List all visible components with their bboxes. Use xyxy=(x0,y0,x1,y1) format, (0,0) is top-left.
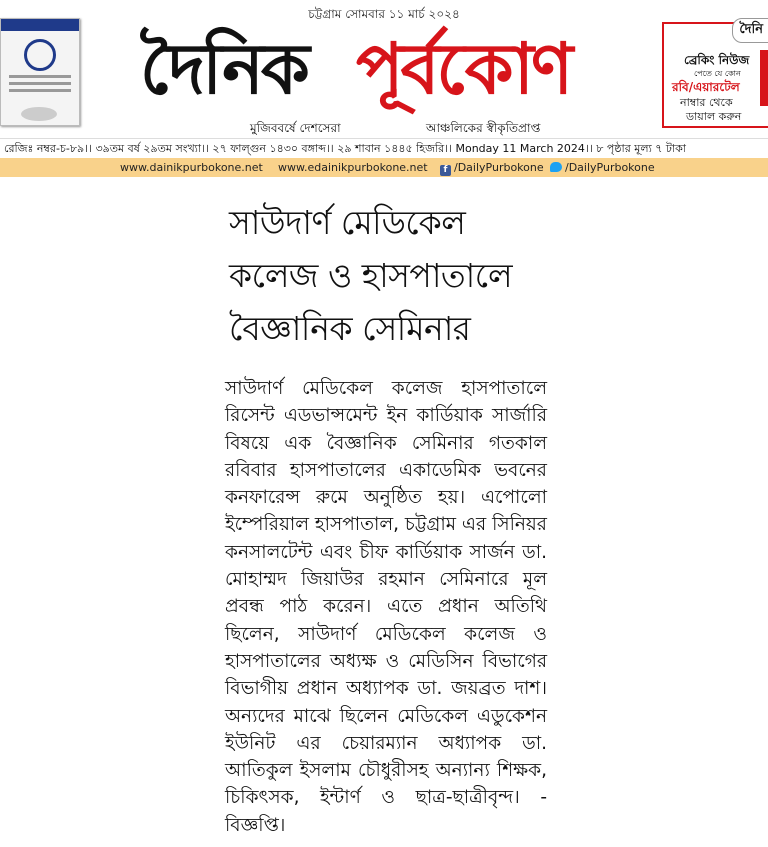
website-link[interactable]: www.dainikpurbokone.net xyxy=(120,161,263,174)
ad-strip xyxy=(1,19,79,31)
masthead xyxy=(0,0,768,138)
facebook-handle: /DailyPurbokone xyxy=(454,161,544,174)
title-red-part: পূর্বকোণ xyxy=(356,27,571,110)
headline-line: সাউদার্ণ মেডিকেল xyxy=(229,203,466,242)
tagline-left: মুজিববর্ষে দেশসেরা xyxy=(250,121,341,135)
ad-disc-icon xyxy=(21,107,57,121)
ad-red-bar xyxy=(760,50,768,106)
ad-divider xyxy=(9,82,71,85)
issue-info-text: রেজিঃ নম্বর-চ-৮৯।। ৩৯তম বর্ষ ২৯তম সংখ্যা।। ২৭ ফাল্গুন ১৪৩০ বঙ্গাব্দ।। ২৯ শাবান ১৪৪৫ হিজরি।। Monday 11 March 2024।। ৮ পৃষ্ঠার মূল্য ৭ টাকা xyxy=(4,142,686,155)
ad-line-3: রবি/এয়ারটেল xyxy=(672,80,740,94)
date-line: চট্টগ্রাম সোমবার ১১ মার্চ ২০২৪ xyxy=(308,7,460,21)
headline-line: কলেজ ও হাসপাতালে xyxy=(229,256,513,295)
title-black-part: দৈনিক xyxy=(140,27,307,110)
ad-divider xyxy=(9,89,71,92)
twitter-icon xyxy=(550,162,562,172)
ad-line-1: ব্রেকিং নিউজ xyxy=(684,53,750,67)
ad-line-5: ডায়াল করুন xyxy=(686,110,742,123)
ad-line-2: পেতে যে কোন xyxy=(694,69,741,78)
issue-info-line xyxy=(0,138,768,159)
article-body: সাউদার্ণ মেডিকেল কলেজ হাসপাতালে রিসেন্ট এডভান্সমেন্ট ইন কার্ডিয়াক সার্জারি বিষয়ে এক বৈজ্ঞানিক সেমিনার গতকাল রবিবার হাসপাতালের একাডেমিক ভবনের কনফারেন্স রুমে অনুষ্ঠিত হয়। এপোলো ইম্পেরিয়াল হাসপাতাল, চট্টগ্রাম এর সিনিয়র কনসালটেন্ট এবং চীফ কার্ডিয়াক সার্জন ডা. মোহাম্মদ জিয়াউর রহমান সেমিনারে মূল প্রবন্ধ পাঠ করেন। এতে প্রধান অতিথি ছিলেন, সাউদার্ণ মেডিকেল কলেজ ও হাসপাতালের অধ্যক্ষ ও মেডিসিন বিভাগের বিভাগীয় প্রধান অধ্যাপক ডা. জয়ব্রত দাশ।অন্যদের মাঝে ছিলেন মেডিকেল এডুকেশন ইউনিট এর চেয়ারম্যান অধ্যাপক ডা. আতিকুল ইসলাম চৌধুরীসহ অন্যান্য শিক্ষক, চিকিৎসক, ইন্টার্ণ ও ছাত্র-ছাত্রীবৃন্দ। - বিজ্ঞপ্তি। xyxy=(225,378,547,836)
ad-tag: দৈনি xyxy=(732,18,768,43)
article-headline xyxy=(225,196,555,355)
right-advertisement[interactable] xyxy=(662,22,768,128)
ad-divider xyxy=(9,75,71,78)
news-article xyxy=(225,196,555,839)
facebook-icon: f xyxy=(440,165,451,176)
ad-logo-icon xyxy=(24,39,56,71)
twitter-link[interactable] xyxy=(550,158,655,177)
left-advertisement[interactable] xyxy=(0,18,80,126)
ad-line-4: নাম্বার থেকে xyxy=(680,96,733,109)
newspaper-title[interactable] xyxy=(138,18,618,118)
link-bar xyxy=(0,158,768,177)
tagline-right: আঞ্চলিকের স্বীকৃতিপ্রাপ্ত xyxy=(426,121,541,135)
facebook-link[interactable] xyxy=(440,158,544,177)
e-paper-link[interactable]: www.edainikpurbokone.net xyxy=(278,161,428,174)
twitter-handle: /DailyPurbokone xyxy=(565,161,655,174)
headline-line: বৈজ্ঞানিক সেমিনার xyxy=(229,309,471,348)
